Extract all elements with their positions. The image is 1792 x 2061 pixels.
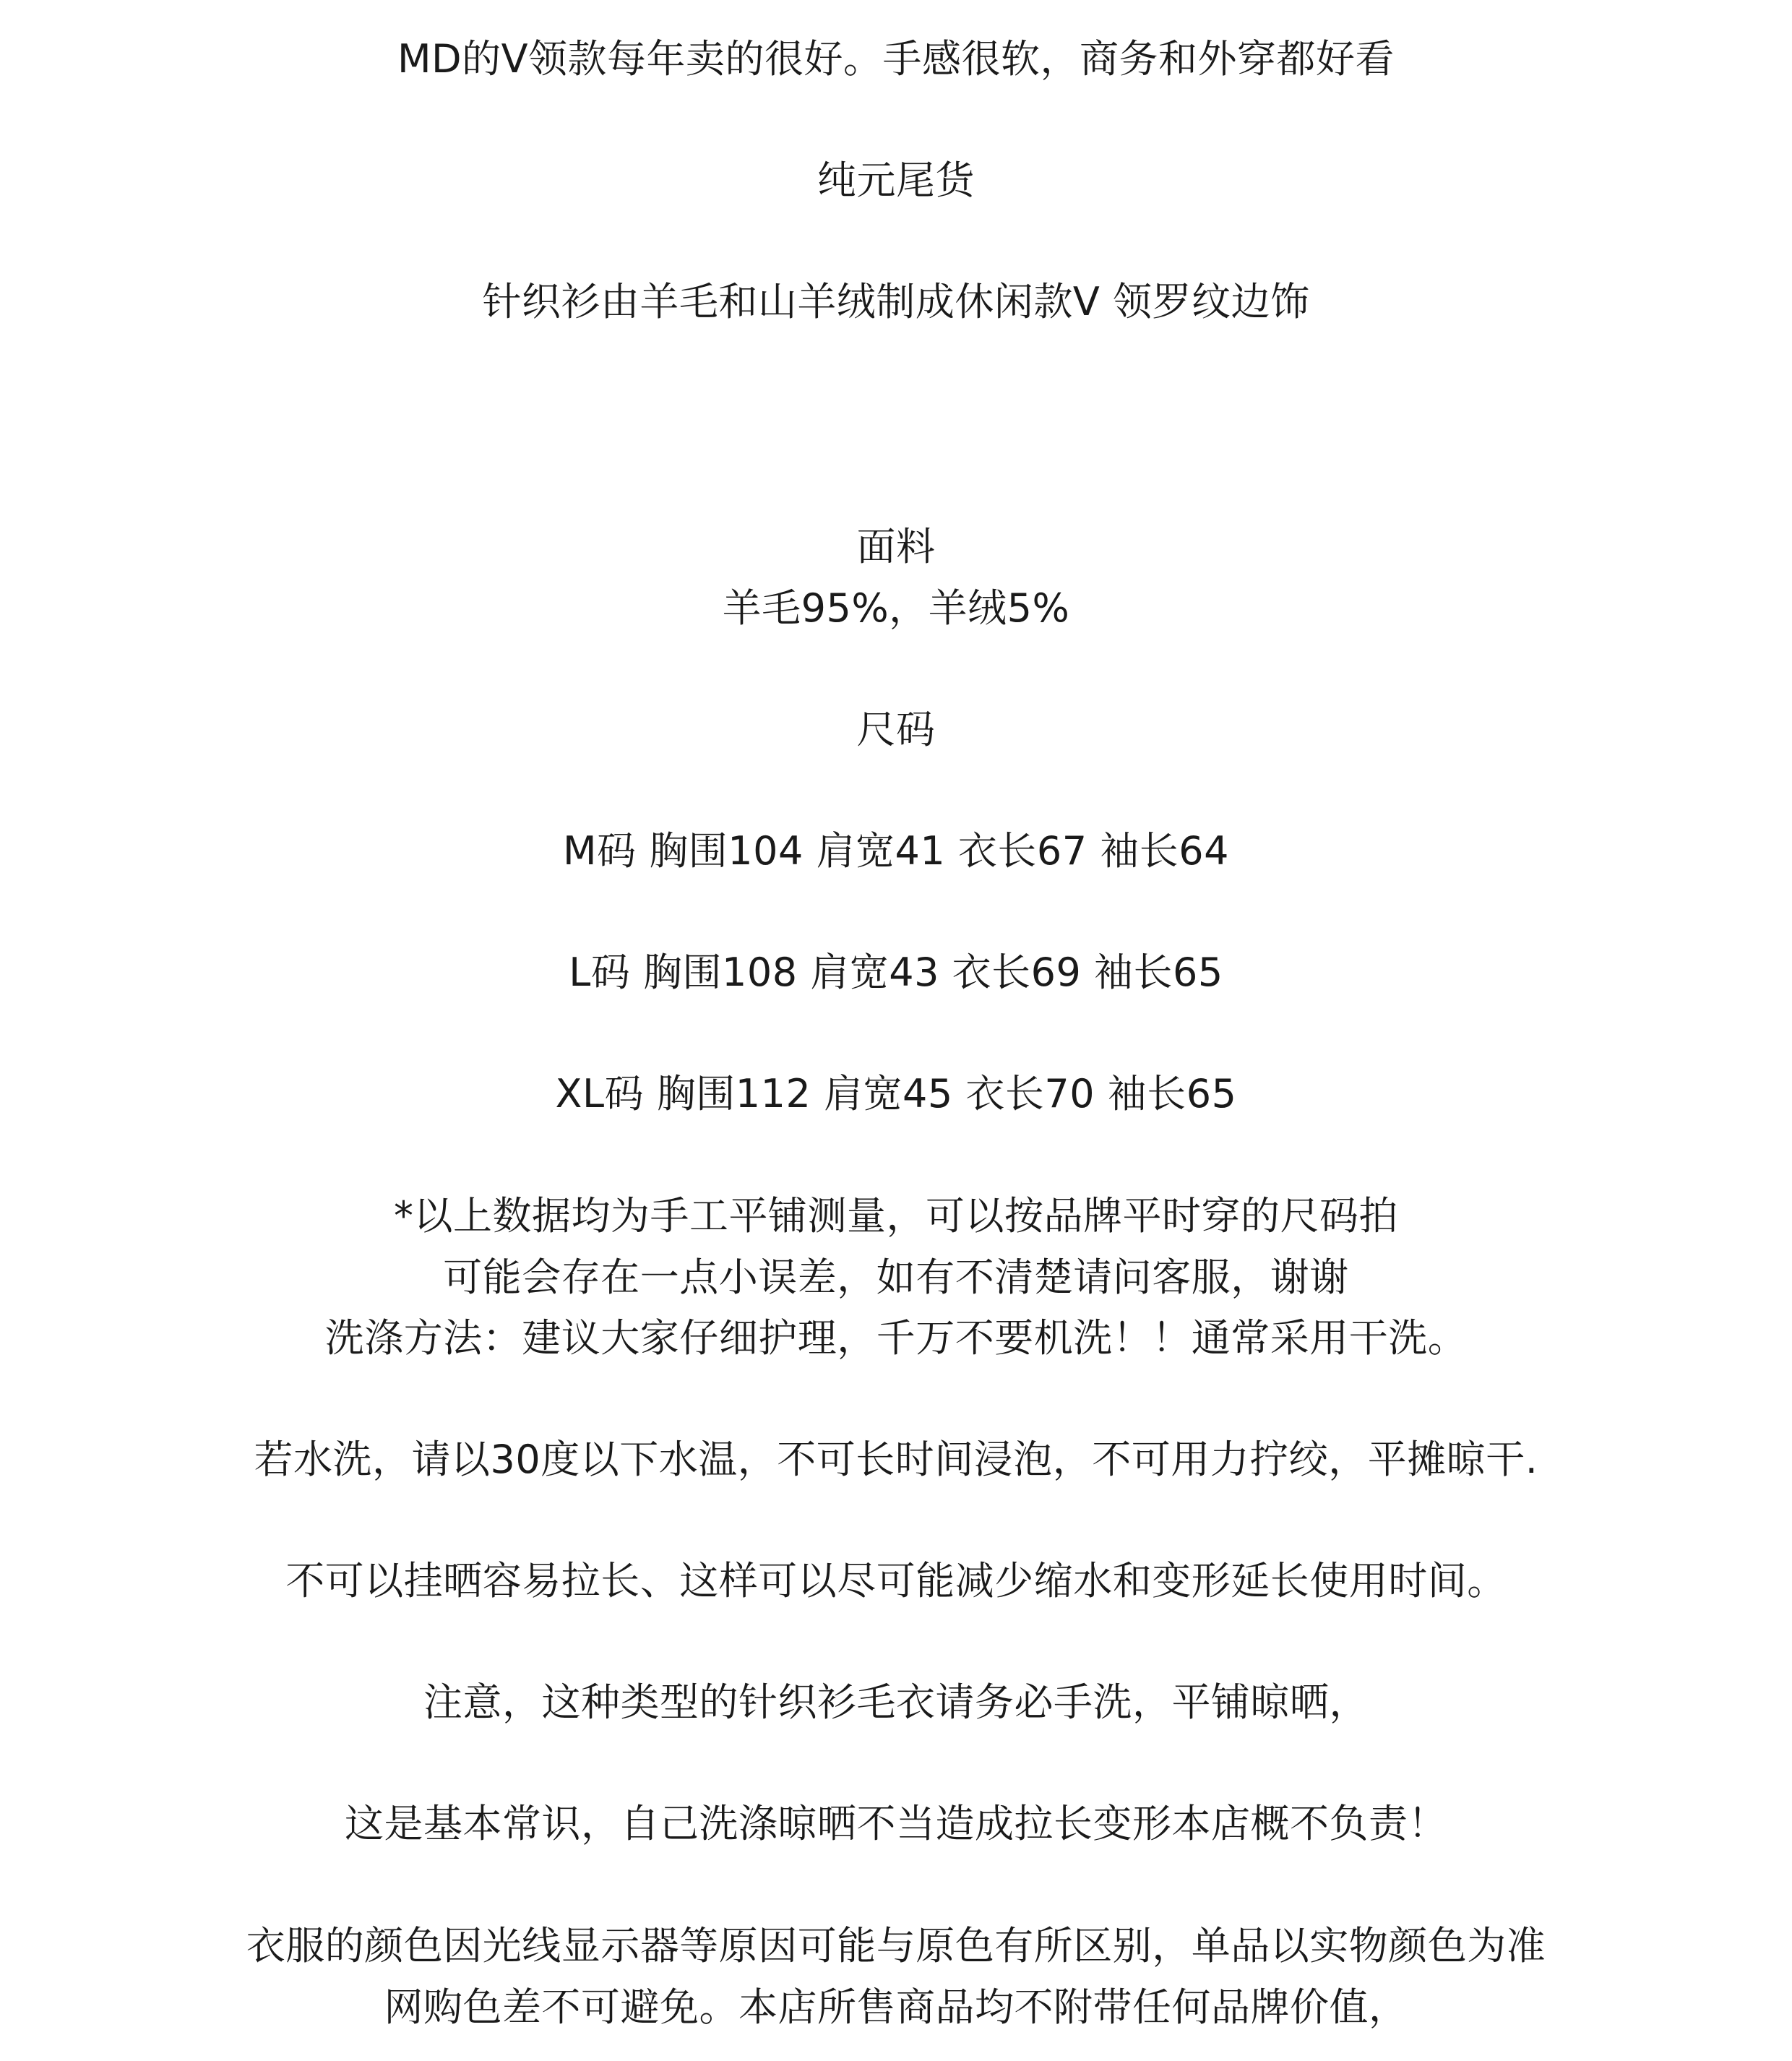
size-heading: 尺码 bbox=[856, 707, 936, 752]
hand-wash-note: 若水洗，请以30度以下水温，不可长时间浸泡，不可用力拧绞，平摊晾干. bbox=[254, 1437, 1538, 1482]
size-row-l: L码 胸围108 肩宽43 衣长69 袖长65 bbox=[569, 950, 1223, 995]
fabric-heading: 面料 bbox=[856, 524, 936, 569]
error-note: 可能会存在一点小误差，如有不清楚请问客服，谢谢 bbox=[443, 1255, 1349, 1300]
wash-method: 洗涤方法：建议大家仔细护理，千万不要机洗！！通常采用干洗。 bbox=[324, 1315, 1468, 1361]
fabric-composition: 羊毛95%，羊绒5% bbox=[722, 585, 1070, 631]
color-note: 衣服的颜色因光线显示器等原因可能与原色有所区别，单品以实物颜色为准 bbox=[246, 1923, 1546, 1969]
intro-line-1: MD的V领款每年卖的很好。手感很软，商务和外穿都好看 bbox=[397, 36, 1395, 82]
size-row-m: M码 胸围104 肩宽41 衣长67 袖长64 bbox=[563, 828, 1229, 874]
intro-line-2: 纯元尾货 bbox=[817, 158, 975, 203]
intro-line-3: 针织衫由羊毛和山羊绒制成休闲款V 领罗纹边饰 bbox=[482, 279, 1310, 324]
caution-note: 注意，这种类型的针织衫毛衣请务必手洗，平铺晾晒， bbox=[423, 1679, 1369, 1725]
size-row-xl: XL码 胸围112 肩宽45 衣长70 袖长65 bbox=[555, 1071, 1237, 1116]
brand-note: 网购色差不可避免。本店所售商品均不附带任何品牌价值， bbox=[384, 1984, 1408, 2030]
measure-note: *以上数据均为手工平铺测量，可以按品牌平时穿的尺码拍 bbox=[394, 1193, 1398, 1239]
no-hang-note: 不可以挂晒容易拉长、这样可以尽可能减少缩水和变形延长使用时间。 bbox=[285, 1558, 1507, 1604]
disclaimer-note: 这是基本常识，自己洗涤晾晒不当造成拉长变形本店概不负责！ bbox=[345, 1801, 1447, 1846]
